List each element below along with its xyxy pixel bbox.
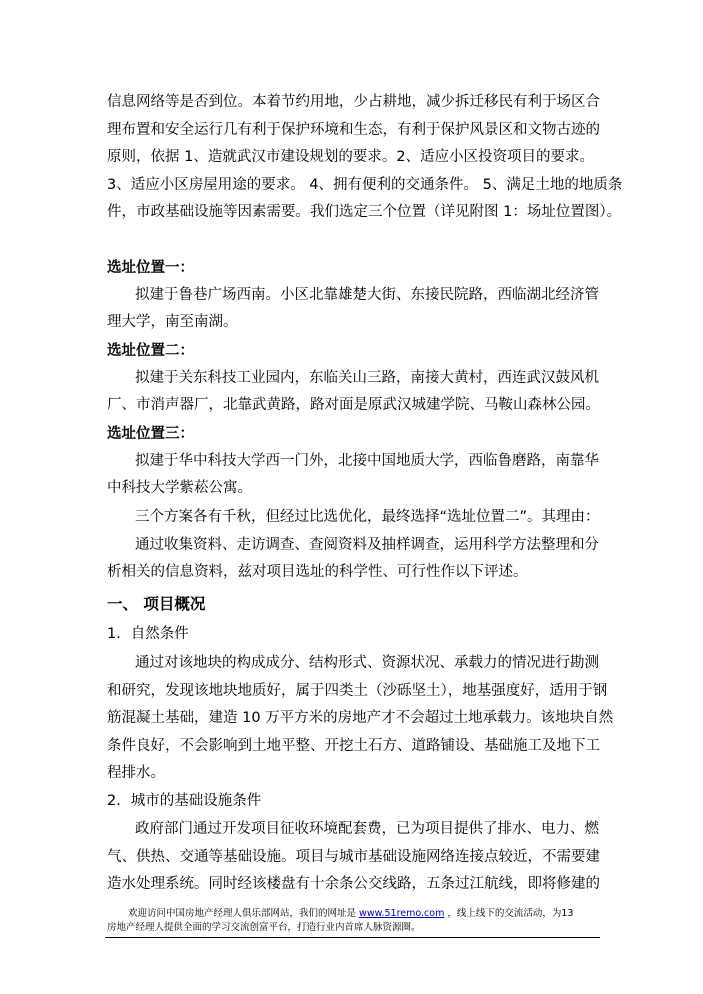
sub1-line: 程排水。: [107, 765, 165, 781]
sub2-line: 气、供热、交通等基础设施。项目与城市基础设施网络连接点较近，不需要建: [107, 849, 600, 865]
body-line: 原则，依据 1、造就武汉市建设规划的要求。2、适应小区投资项目的要求。: [107, 149, 595, 165]
site-heading-1: 选址位置一：: [107, 260, 194, 276]
conclusion-line: 三个方案各有千秋，但经过比选优化，最终选择“选址位置二”。其理由：: [135, 509, 600, 525]
footer-website-link[interactable]: www.51remo.com: [359, 908, 445, 919]
site-1-line: 拟建于鲁巷广场西南。小区北靠雄楚大街、东接民院路，西临湖北经济管: [135, 287, 599, 303]
site-heading-3: 选址位置三：: [107, 426, 194, 442]
subsection-heading-2: 2．城市的基础设施条件: [107, 793, 262, 809]
body-line: 3、适应小区房屋用途的要求。 4、拥有便利的交通条件。 5、满足土地的地质条: [107, 177, 623, 193]
subsection-heading-1: 1．自然条件: [107, 626, 189, 642]
footer-suffix: ，线上线下的交流活动，为13: [447, 908, 574, 919]
conclusion-line: 析相关的信息资料，兹对项目选址的科学性、可行性作以下评述。: [107, 564, 528, 580]
footer-line-2: 房地产经理人提供全面的学习交流创富平台，打造行业内首席人脉资源圈。: [107, 922, 421, 933]
sub2-line: 造水处理系统。同时经该楼盘有十余条公交线路，五条过江航线，即将修建的: [107, 876, 600, 892]
site-1-line: 理大学，南至南湖。: [107, 314, 238, 330]
body-line: 件，市政基础设施等因素需要。我们选定三个位置（详见附图 1：场址位置图）。: [107, 204, 622, 220]
site-3-line: 拟建于华中科技大学西一门外，北接中国地质大学，西临鲁磨路，南靠华: [135, 453, 599, 469]
sub1-line: 筋混凝土基础，建造 10 万平方米的房地产才不会超过土地承载力。该地块自然: [107, 710, 614, 726]
footer-prefix: 欢迎访问中国房地产经理人俱乐部网站，我们的网址是: [128, 908, 357, 919]
site-3-line: 中科技大学紫菘公寓。: [107, 480, 252, 496]
sub1-line: 条件良好，不会影响到土地平整、开挖土石方、道路铺设、基础施工及地下工: [107, 738, 600, 754]
footer-line-1: [128, 907, 573, 921]
section-title: 一、 项目概况: [107, 595, 206, 613]
sub2-line: 政府部门通过开发项目征收环境配套费，已为项目提供了排水、电力、燃: [135, 821, 599, 837]
body-line: 理布置和安全运行几有利于保护环境和生态，有利于保护风景区和文物古迹的: [107, 122, 600, 138]
footer-divider: [105, 937, 600, 938]
sub1-line: 和研究，发现该地块地质好，属于四类土（沙砾坚土），地基强度好，适用于钢: [107, 683, 608, 699]
site-2-line: 厂、市消声器厂，北靠武黄路，路对面是原武汉城建学院、马鞍山森林公园。: [107, 397, 600, 413]
site-2-line: 拟建于关东科技工业园内，东临关山三路，南接大黄村，西连武汉鼓风机: [135, 370, 599, 386]
sub1-line: 通过对该地块的构成成分、结构形式、资源状况、承载力的情况进行勘测: [135, 655, 599, 671]
site-heading-2: 选址位置二：: [107, 343, 194, 359]
conclusion-line: 通过收集资料、走访调查、查阅资料及抽样调查，运用科学方法整理和分: [135, 537, 599, 553]
body-line: 信息网络等是否到位。本着节约用地，少占耕地，减少拆迁移民有利于场区合: [107, 94, 600, 110]
